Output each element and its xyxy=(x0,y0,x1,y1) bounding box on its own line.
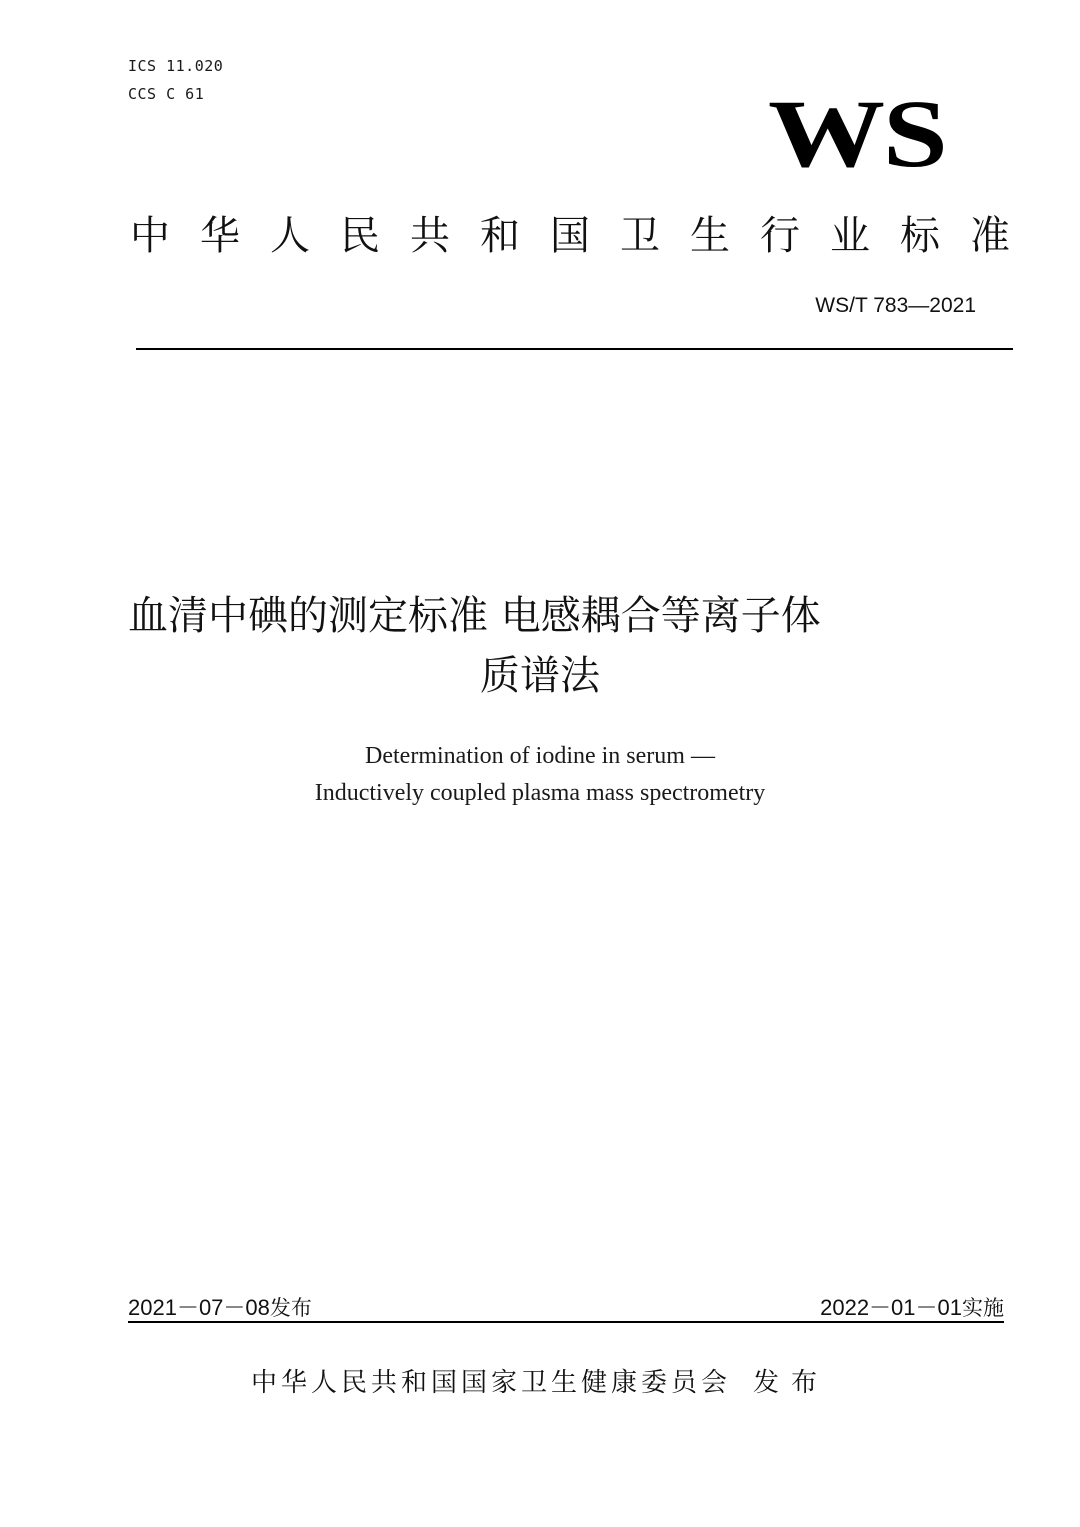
category-char: 国 xyxy=(550,213,590,259)
ics-code: ICS 11.020 xyxy=(128,57,224,75)
implement-label: 实施 xyxy=(962,1296,1004,1320)
ws-logo: WS xyxy=(767,80,945,187)
issuer-action: 发布 xyxy=(753,1368,830,1398)
footer-divider xyxy=(128,1321,1004,1323)
standard-category-heading xyxy=(130,208,1010,264)
standard-number: WS/T 783—2021 xyxy=(815,294,976,317)
title-chinese xyxy=(80,586,1000,706)
publish-date xyxy=(128,1291,312,1322)
category-char: 标 xyxy=(900,213,940,259)
title-english-line-1: Determination of iodine in serum — xyxy=(365,743,715,769)
title-english xyxy=(80,738,1000,812)
category-char: 民 xyxy=(340,213,380,259)
title-chinese-line-2: 质谱法 xyxy=(480,653,600,699)
category-char: 中 xyxy=(130,213,170,259)
implement-date xyxy=(820,1291,1004,1322)
category-char: 业 xyxy=(830,213,870,259)
category-char: 和 xyxy=(480,213,520,259)
ccs-code: CCS C 61 xyxy=(128,85,205,103)
category-char: 华 xyxy=(200,213,240,259)
issuer xyxy=(0,1362,1080,1399)
publish-label: 发布 xyxy=(269,1296,312,1320)
title-english-line-2: Inductively coupled plasma mass spectrometry xyxy=(314,780,766,806)
category-char: 卫 xyxy=(620,213,660,259)
issuer-name: 中华人民共和国国家卫生健康委员会 xyxy=(250,1368,731,1398)
publish-date-value: 2021－07－08 xyxy=(128,1295,270,1320)
category-char: 共 xyxy=(410,213,450,259)
category-char: 人 xyxy=(270,213,310,259)
category-char: 准 xyxy=(970,213,1010,259)
title-chinese-line-1: 血清中碘的测定标准 电感耦合等离子体 xyxy=(128,593,821,639)
category-char: 生 xyxy=(690,213,730,259)
category-char: 行 xyxy=(760,213,800,259)
implement-date-value: 2022－01－01 xyxy=(820,1295,962,1320)
header-divider xyxy=(136,348,1013,350)
